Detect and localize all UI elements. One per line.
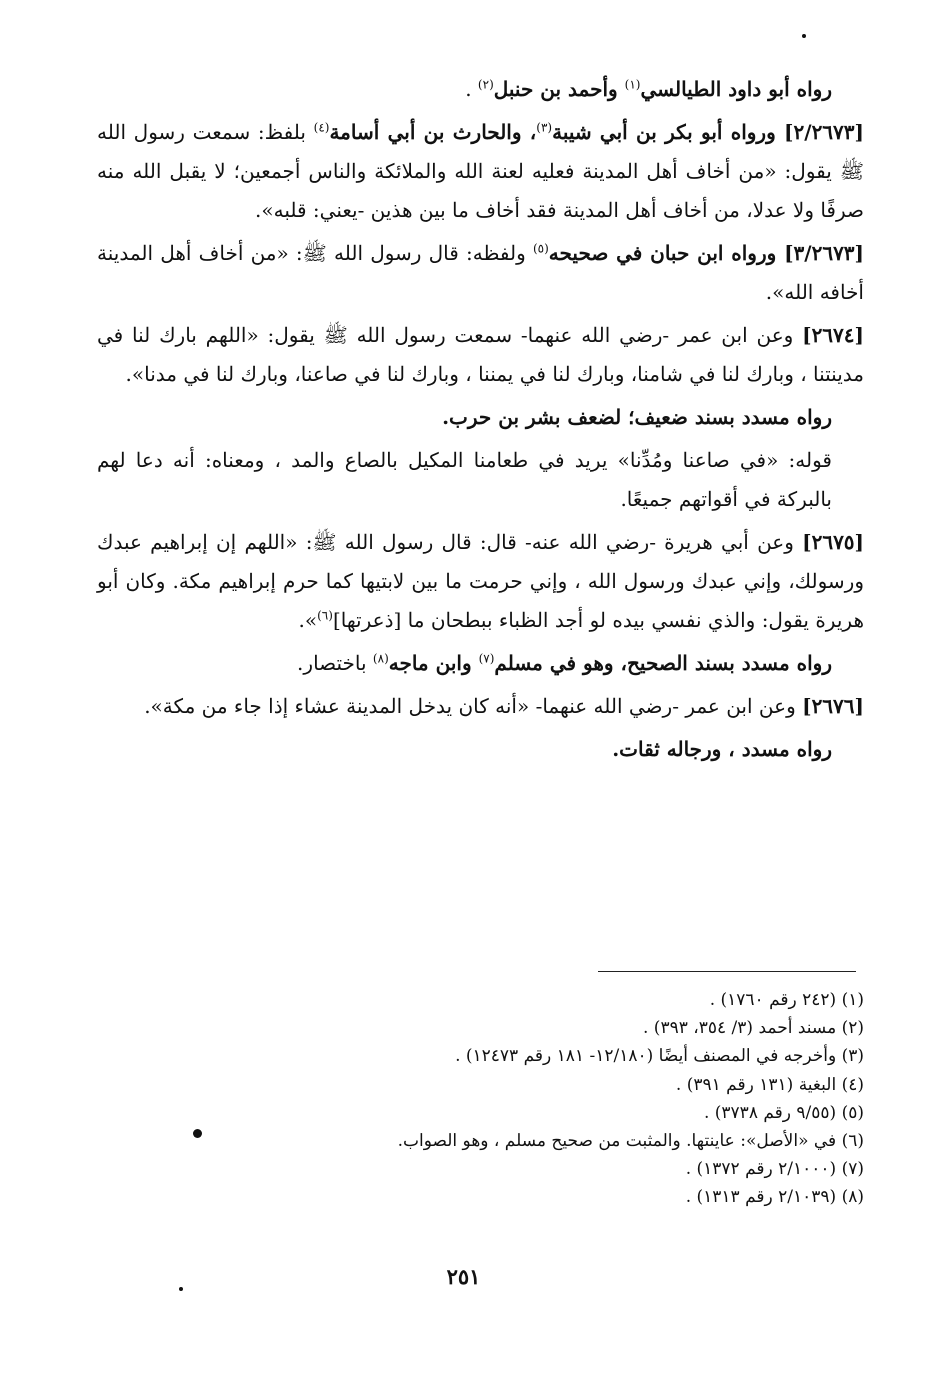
hadith-number: [٣/٢٦٧٣] <box>784 241 865 265</box>
body-text <box>97 70 864 773</box>
ink-blot <box>193 1129 202 1138</box>
bottom-speck <box>179 1287 183 1291</box>
top-speck <box>802 34 806 38</box>
footnote-4: (٤) البغية (١٣١ رقم ٣٩١) . <box>675 1074 864 1095</box>
bold-text: رواه مسدد ، ورجاله ثقات. <box>612 737 832 761</box>
paragraph-8 <box>97 644 864 683</box>
hadith-number: [٢٦٧٦] <box>802 694 864 718</box>
bold-text: ورواه ابن حبان في صحيحه <box>548 241 785 265</box>
paragraph-10 <box>97 730 864 769</box>
page-number: ٢٥١ <box>446 1264 481 1289</box>
hadith-number: [٢/٢٦٧٣] <box>784 120 864 144</box>
text-run: وعن ابن عمر -رضي الله عنهما- «أنه كان يدخل المدينة عشاء إذا جاء من مكة». <box>144 694 803 718</box>
text-run: ولفظه: قال رسول الله ﷺ: «من أخاف أهل المدينة أخافه الله». <box>97 241 864 304</box>
text-run: وعن ابن عمر -رضي الله عنهما- سمعت رسول الله ﷺ يقول: «اللهم بارك لنا في مدينتنا ، وبارك لنا في شامنا، وبارك لنا في يمننا ، وبارك لنا في صاعنا، وبارك لنا في مدنا». <box>97 323 864 386</box>
text-run: وعن أبي هريرة -رضي الله عنه- قال: قال رسول الله ﷺ: «اللهم إن إبراهيم عبدك ورسولك، وإني عبدك ورسول الله ، وإني حرمت ما بين لابتيها كما حرم إبراهيم مكة. وكان أبو هريرة يقول: والذي نفسي بيده لو أجد الظباء ببطحان ما [ذعرتها] <box>97 530 864 632</box>
footnote-marker: (٥) <box>532 241 549 256</box>
hadith-number: [٢٦٧٤] <box>802 323 864 347</box>
paragraph-6 <box>97 441 864 519</box>
footnotes <box>97 986 864 1212</box>
footnote-5: (٥) (٩/٥٥ رقم ٣٧٣٨) . <box>703 1102 864 1123</box>
hadith-number: [٢٦٧٥] <box>802 530 865 554</box>
footnote-8: (٨) (٢/١٠٣٩ رقم ١٣١٣) . <box>685 1187 864 1208</box>
footnote-2: (٢) مسند أحمد (٣/ ٣٥٤، ٣٩٣) . <box>642 1018 864 1039</box>
paragraph-7 <box>97 523 864 640</box>
footnote-separator <box>598 971 856 972</box>
text-run: قوله: «في صاعنا ومُدِّنا» يريد في طعامنا المكيل بالصاع والمد ، ومعناه: أنه دعا لهم بالبركة في أقواتهم جميعًا. <box>97 448 832 511</box>
paragraph-3 <box>97 234 864 312</box>
bold-text: رواه أبو داود الطيالسي <box>640 77 832 101</box>
text-run: باختصار. <box>297 651 373 675</box>
footnote-marker: (٣) <box>536 120 553 135</box>
paragraph-1 <box>97 70 864 109</box>
bold-text: رواه مسدد بسند ضعيف؛ لضعف بشر بن حرب. <box>442 405 832 429</box>
text-run: ». <box>298 608 318 632</box>
bold-text: ورواه أبو بكر بن أبي شيبة <box>552 120 785 144</box>
footnote-marker: (١) <box>624 77 641 92</box>
footnote-6: (٦) في «الأصل»: عاينتها. والمثبت من صحيح مسلم ، وهو الصواب. <box>397 1131 864 1152</box>
paragraph-9 <box>97 687 864 726</box>
bold-text: وابن ماجه <box>388 651 479 675</box>
footnote-marker: (٧) <box>478 651 495 666</box>
paragraph-2 <box>97 113 864 230</box>
bold-text: وأحمد بن حنبل <box>493 77 625 101</box>
footnote-7: (٧) (٢/١٠٠٠ رقم ١٣٧٢) . <box>685 1159 864 1180</box>
footnote-marker: (٢) <box>477 77 494 92</box>
footnote-marker: (٦) <box>317 608 333 623</box>
footnote-marker: (٤) <box>313 120 330 135</box>
paragraph-5 <box>97 398 864 437</box>
text-run: . <box>465 77 478 101</box>
bold-text: رواه مسدد بسند الصحيح، وهو في مسلم <box>494 651 832 675</box>
text-run: بلفظ: سمعت رسول الله ﷺ يقول: «من أخاف أهل المدينة فعليه لعنة الله والملائكة والناس أجمعين؛ لا يقبل الله منه صرفًا ولا عدلا، من أخاف أهل المدينة فقد أخاف ما بين هذين -يعني: قلبه». <box>97 120 864 222</box>
footnote-3: (٣) وأخرجه في المصنف أيضًا (١٢/١٨٠- ١٨١ رقم ١٢٤٧٣) . <box>455 1046 864 1067</box>
footnote-marker: (٨) <box>372 651 389 666</box>
footnote-1: (١) (٢٤٢ رقم ١٧٦٠) . <box>709 990 864 1010</box>
bold-text: ، والحارث بن أبي أسامة <box>329 120 537 144</box>
paragraph-4 <box>97 316 864 394</box>
